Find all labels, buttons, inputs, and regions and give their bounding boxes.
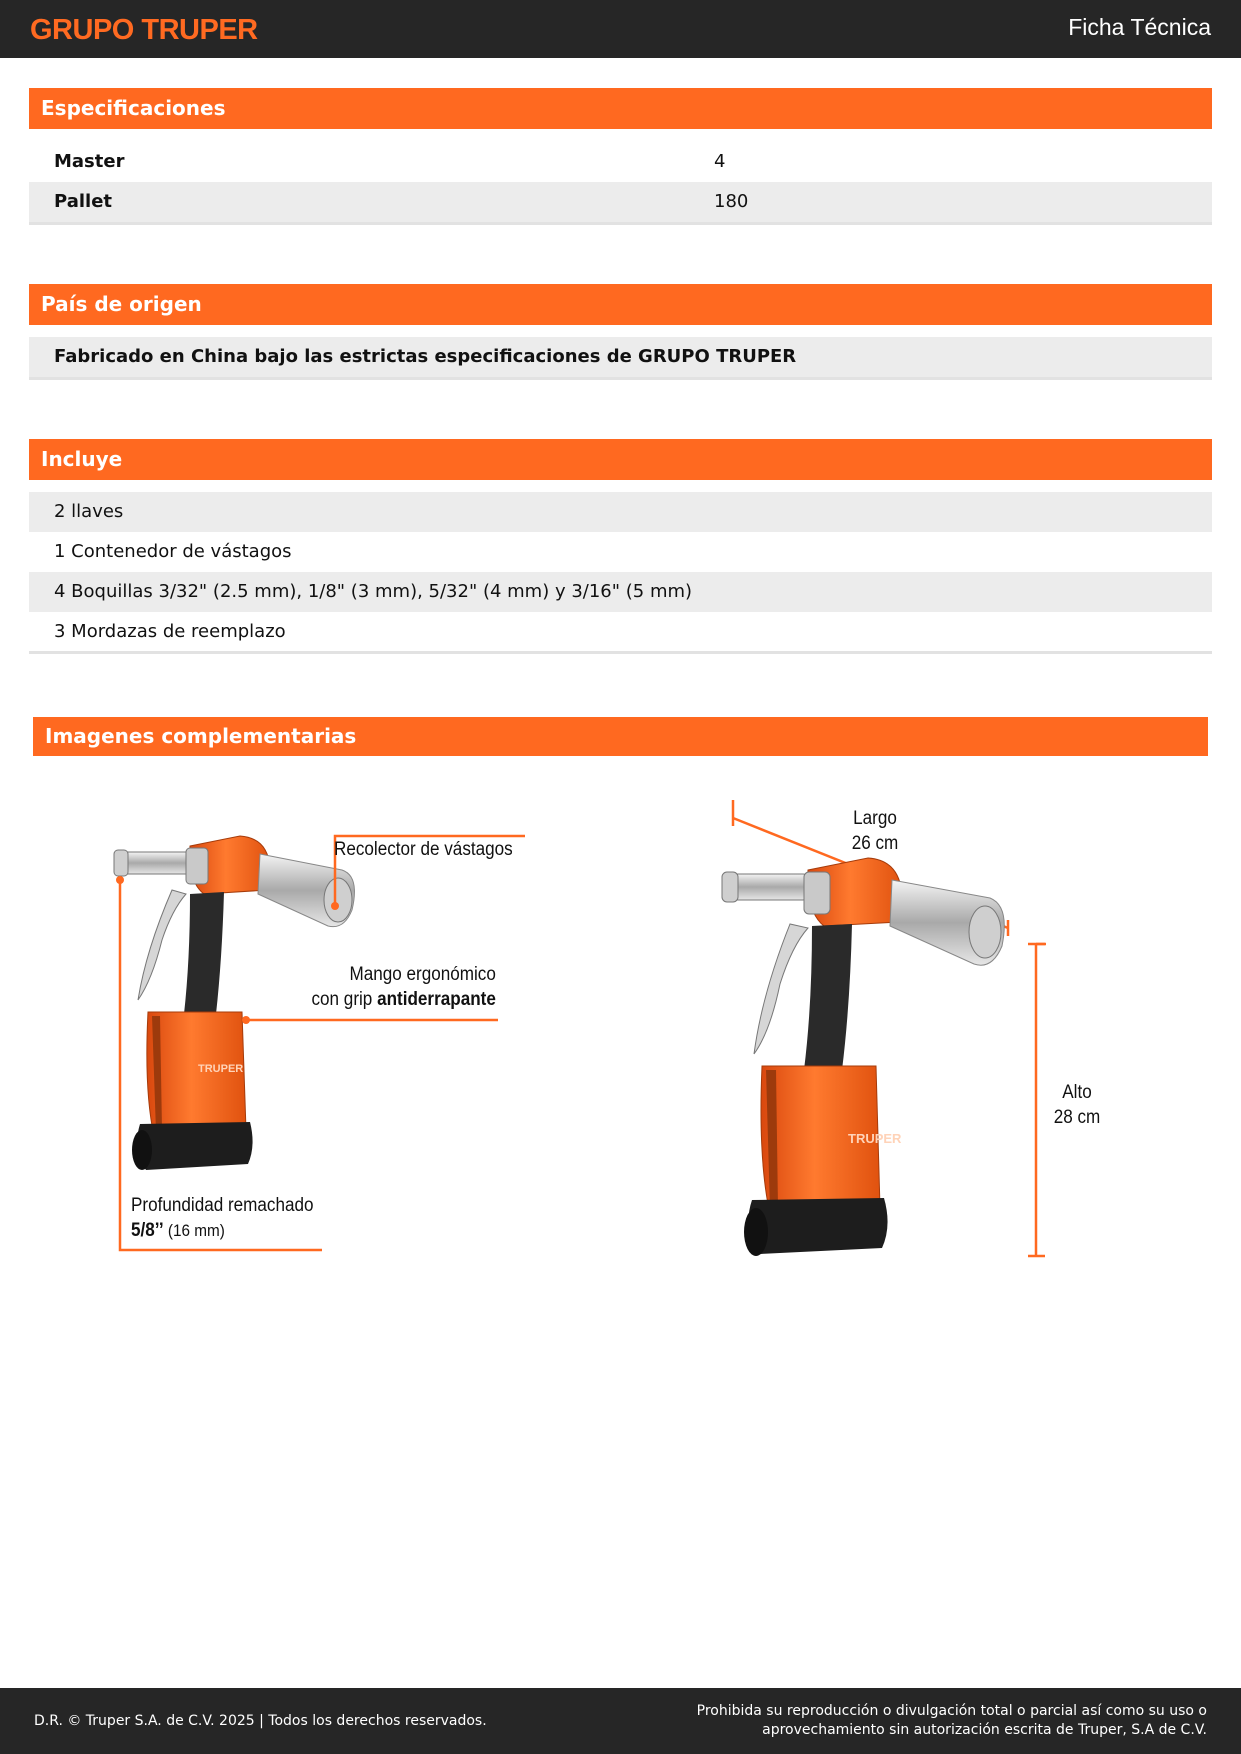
brand-mark: TRUPER [198,1063,244,1075]
callout-profundidad [131,1193,314,1243]
footer-legal [697,1702,1207,1740]
list-item [29,532,1212,572]
callout-mango-emphasis: antiderrapante [377,989,496,1010]
section-origen-title: País de origen [29,284,1212,325]
section-incluye-title: Incluye [29,439,1212,480]
spec-key: Master [54,151,125,172]
spec-value: 4 [714,151,726,172]
footer-copyright: D.R. © Truper S.A. de C.V. 2025 | Todos los derechos reservados. [34,1713,487,1729]
list-item-text: 1 Contenedor de vástagos [54,541,292,562]
document-type: Ficha Técnica [1068,14,1211,40]
page-footer [0,1688,1241,1754]
list-item [29,572,1212,612]
list-item-text: 3 Mordazas de reemplazo [54,621,286,642]
spec-row-pallet [29,182,1212,222]
callout-profundidad-line1: Profundidad remachado [131,1195,314,1216]
brand-logo: GRUPO TRUPER [30,14,258,46]
list-item [29,492,1212,532]
dimension-alto-label: Alto [1062,1082,1092,1103]
dimension-largo-label: Largo [853,808,897,829]
dimension-alto [1036,1080,1119,1130]
section-especificaciones-title: Especificaciones [29,88,1212,129]
list-item-text: 2 llaves [54,501,124,522]
dimension-largo-value: 26 cm [851,833,899,854]
list-item-text: 4 Boquillas 3/32" (2.5 mm), 1/8" (3 mm), 5/32" (4 mm) y 3/16" (5 mm) [54,581,693,602]
spec-row-master [29,142,1212,182]
origen-row [29,337,1212,377]
divider [29,222,1212,225]
dimension-alto-value: 28 cm [1053,1107,1101,1128]
dimension-largo [834,806,917,856]
footer-legal-line2: aprovechamiento sin autorización escrita de Truper, S.A de C.V. [762,1722,1207,1738]
page-header [0,0,1241,58]
list-item [29,612,1212,652]
callout-mango-line2: con grip [311,989,378,1010]
section-imagenes-title: Imagenes complementarias [33,717,1208,756]
spec-value: 180 [714,191,749,212]
callout-recolector: Recolector de vástagos [334,839,513,860]
riveter-dimensions-figure [700,800,1120,1290]
footer-legal-line1: Prohibida su reproducción o divulgación total o parcial así como su uso o [696,1703,1207,1719]
divider [29,651,1212,654]
origen-text: Fabricado en China bajo las estrictas especificaciones de GRUPO TRUPER [54,346,797,367]
divider [29,377,1212,380]
spec-key: Pallet [54,191,113,212]
brand-mark: TRUPER [848,1131,902,1146]
callout-profundidad-metric: (16 mm) [163,1221,225,1240]
callout-mango [312,962,496,1012]
callout-mango-line1: Mango ergonómico [349,964,496,985]
callout-profundidad-value: 5/8’’ [131,1220,164,1241]
